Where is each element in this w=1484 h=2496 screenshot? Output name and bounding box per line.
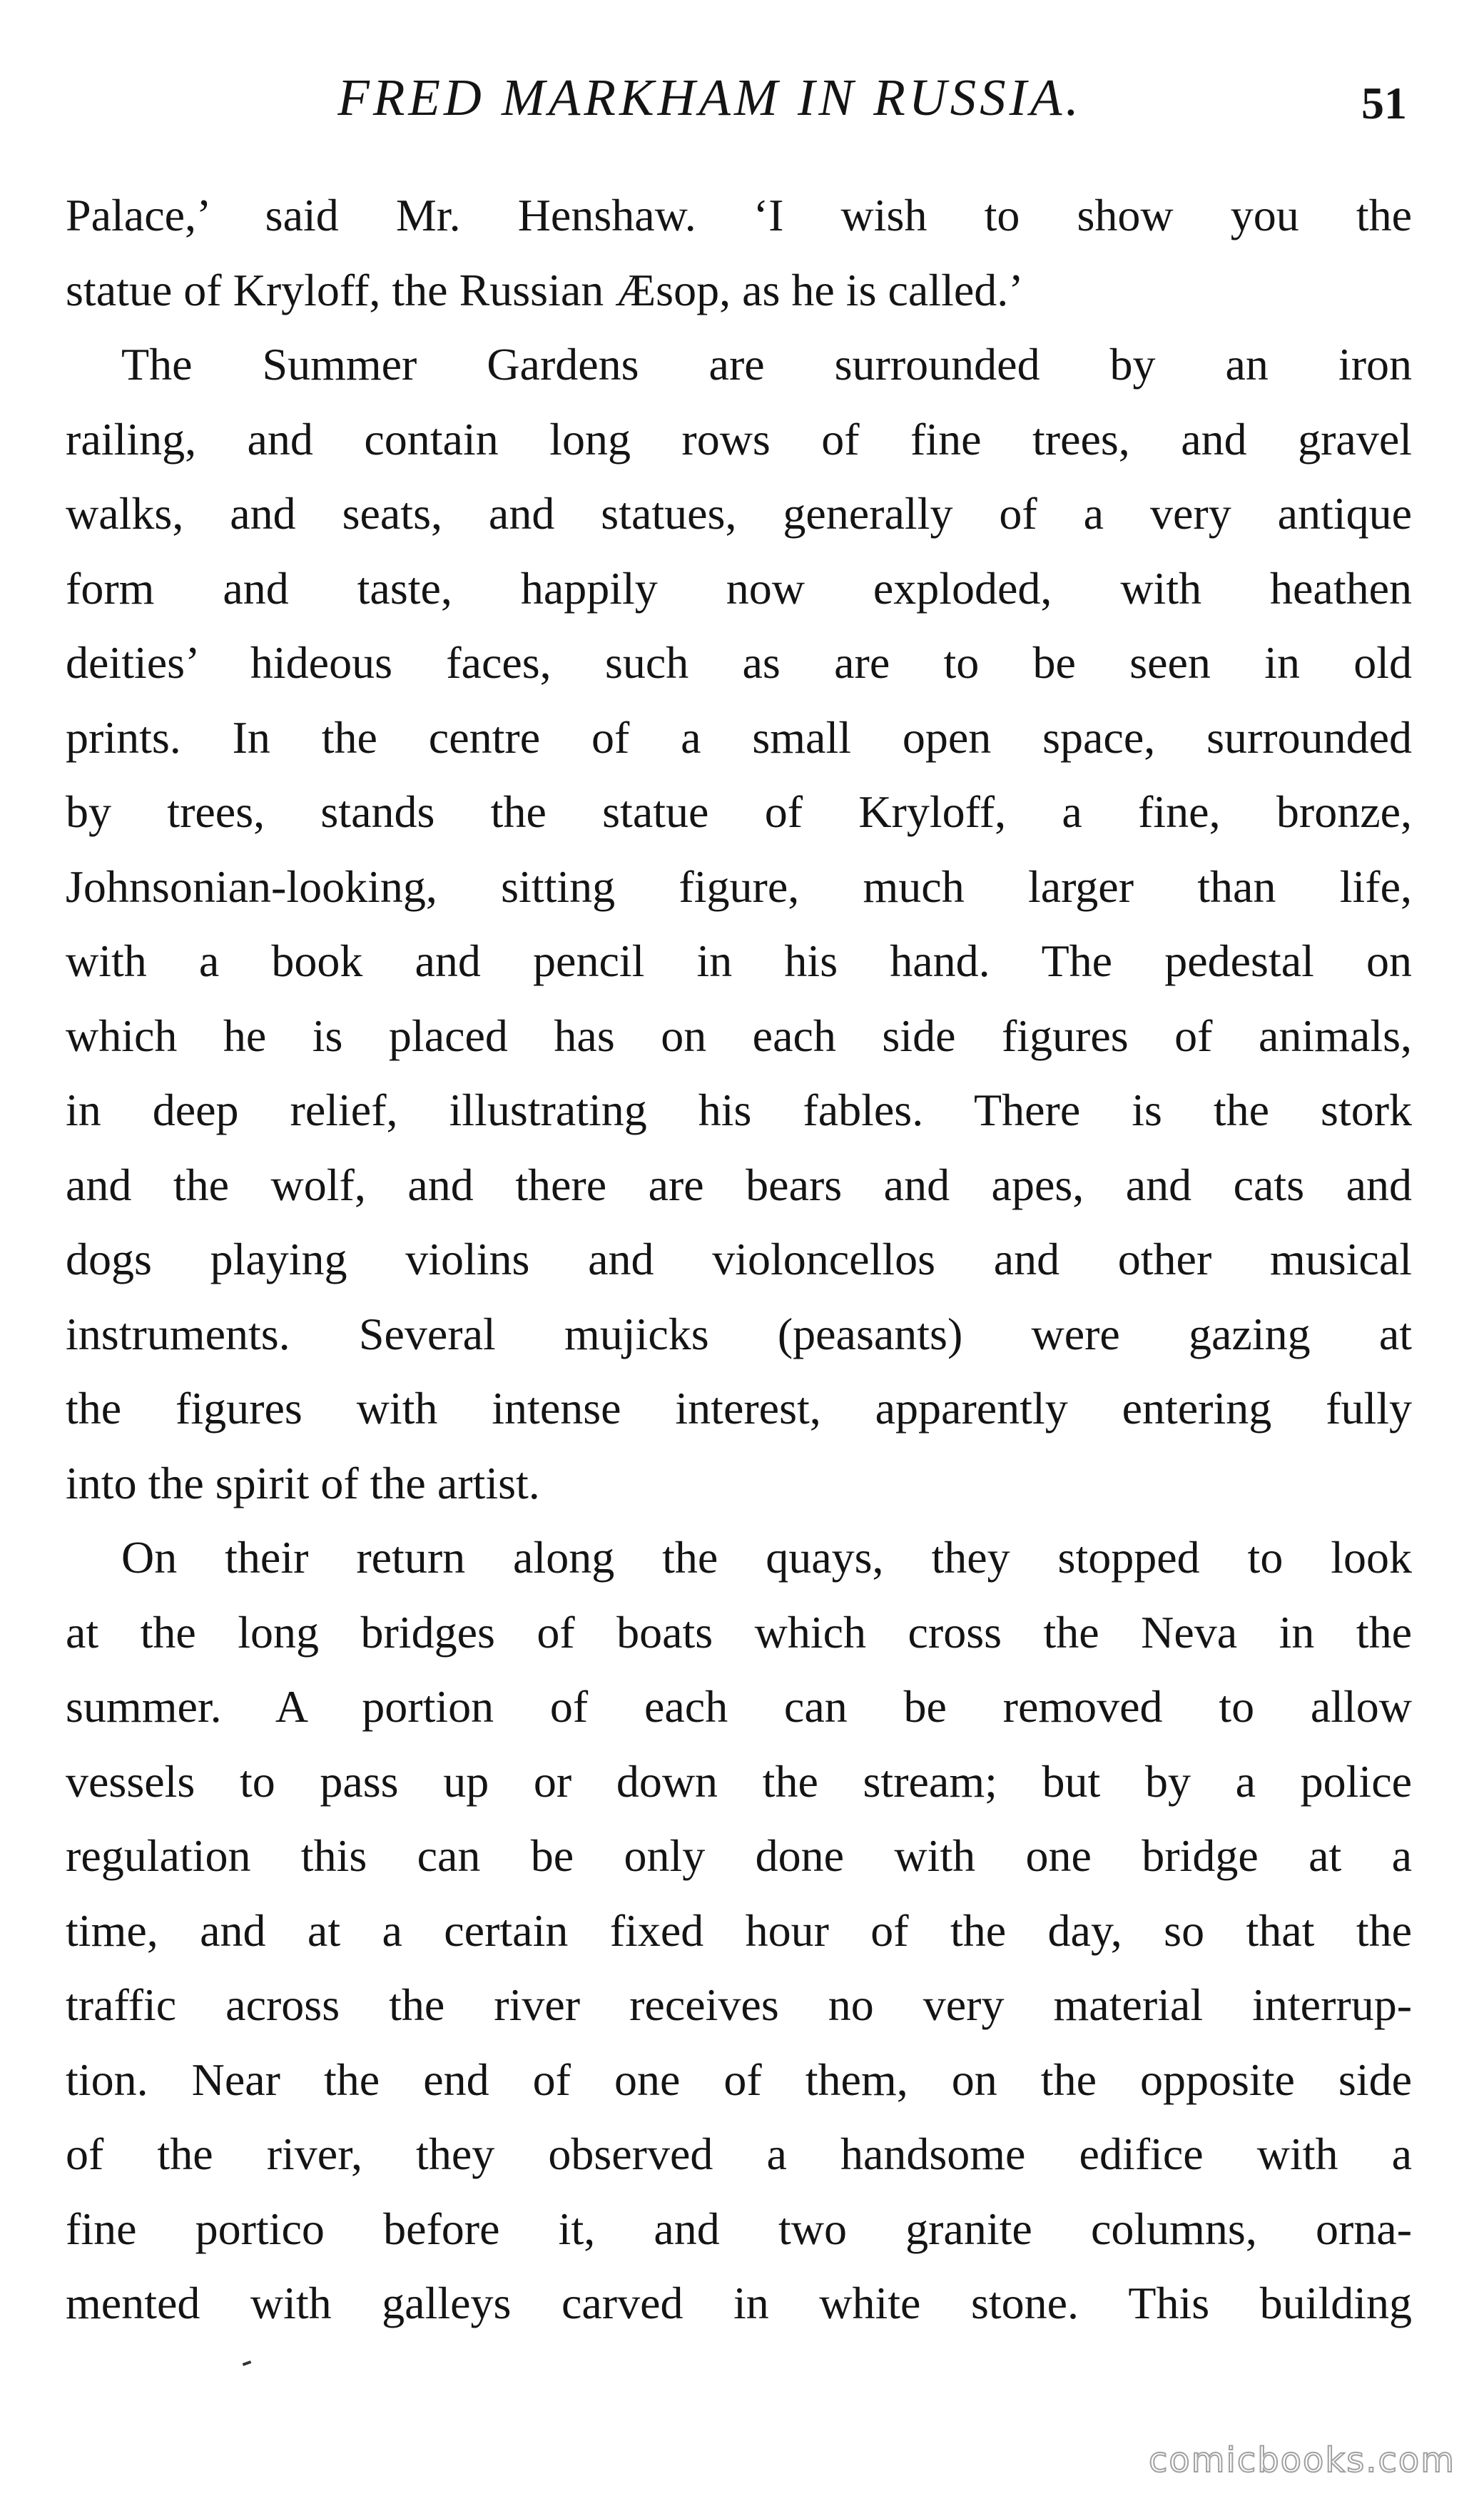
text-line: fine portico before it, and two granite columns, orna-: [66, 2203, 1412, 2254]
text-line: tion. Near the end of one of them, on the opposite side: [66, 2054, 1412, 2105]
watermark: comicbooks.com: [1148, 2440, 1455, 2480]
text-line: mented with galleys carved in white stone. This building: [66, 2278, 1412, 2328]
running-head: [63, 59, 1407, 137]
text-line: instruments. Several mujicks (peasants) were gazing at: [66, 1308, 1412, 1359]
ink-speck: [243, 2360, 252, 2366]
text-line: prints. In the centre of a small open space, surrounded: [66, 711, 1412, 763]
text-line: by trees, stands the statue of Kryloff, a fine, bronze,: [66, 786, 1412, 837]
text-line: walks, and seats, and statues, generally of a very antique: [66, 488, 1412, 539]
text-line: at the long bridges of boats which cross the Neva in the: [66, 1606, 1412, 1658]
text-line: deities’ hideous faces, such as are to be seen in old: [66, 637, 1412, 688]
text-line: regulation this can be only done with one bridge at a: [66, 1830, 1412, 1881]
text-line: On their return along the quays, they stopped to look: [121, 1532, 1412, 1583]
text-line: summer. A portion of each can be removed to allow: [66, 1681, 1412, 1732]
text-line: form and taste, happily now exploded, with heathen: [66, 562, 1412, 614]
body-text: [66, 178, 1412, 2341]
text-line: railing, and contain long rows of fine trees, and gravel: [66, 413, 1412, 465]
running-title: FRED MARKHAM IN RUSSIA.: [337, 69, 1082, 126]
text-line: and the wolf, and there are bears and apes, and cats and: [66, 1159, 1412, 1210]
text-line: The Summer Gardens are surrounded by an iron: [121, 339, 1412, 390]
text-line: which he is placed has on each side figures of animals,: [66, 1010, 1412, 1061]
text-line: of the river, they observed a handsome edifice with a: [66, 2129, 1412, 2179]
text-line: dogs playing violins and violoncellos and other musical: [66, 1234, 1412, 1284]
text-line: traffic across the river receives no very material interrup-: [66, 1979, 1412, 2030]
text-line: Palace,’ said Mr. Henshaw. ‘I wish to show you the: [66, 190, 1412, 240]
text-line: into the spirit of the artist.: [66, 1457, 540, 1508]
text-line: the figures with intense interest, apparently entering fully: [66, 1383, 1412, 1434]
page-number: 51: [1361, 78, 1407, 128]
paragraph: [66, 328, 1412, 1521]
paragraph: [66, 178, 1412, 328]
text-line: in deep relief, illustrating his fables. There is the stork: [66, 1085, 1412, 1135]
text-line: Johnsonian-looking, sitting figure, much larger than life,: [66, 861, 1412, 912]
text-line: vessels to pass up or down the stream; but by a police: [66, 1755, 1412, 1807]
text-line: time, and at a certain fixed hour of the day, so that the: [66, 1904, 1412, 1956]
text-line: statue of Kryloff, the Russian Æsop, as he is called.’: [66, 264, 1024, 315]
text-line: with a book and pencil in his hand. The pedestal on: [66, 935, 1412, 986]
paragraph: [66, 1521, 1412, 2341]
